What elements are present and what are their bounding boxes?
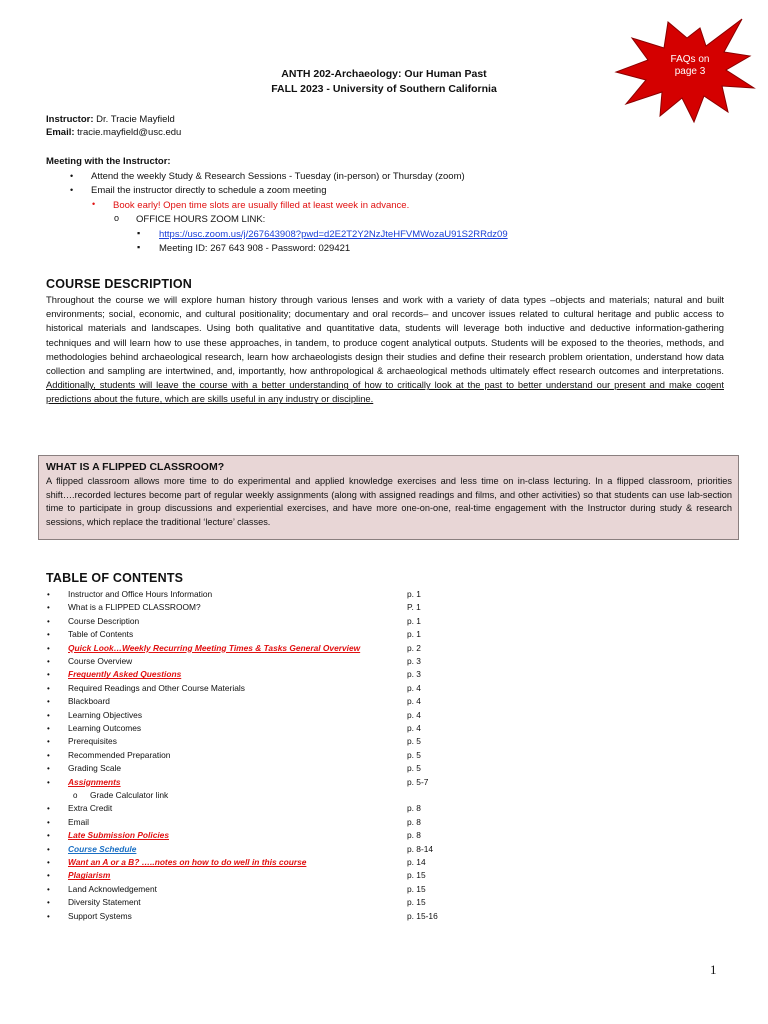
course-description-underlined: Additionally, students will leave the course with a better understanding of how to critically look at the past to better understand our present and make cogent predictions about the future, which are skills useful in any industry or discipline.: [46, 379, 724, 405]
bullet: •: [47, 630, 50, 640]
bullet: •: [47, 777, 50, 787]
badge-line-1: FAQs on: [670, 54, 710, 65]
email-label: Email:: [46, 127, 75, 138]
bullet-square: ▪: [137, 228, 141, 238]
term-line: FALL 2023 - University of Southern California: [271, 83, 497, 95]
bullet-circle: o: [114, 213, 120, 223]
toc-item-label[interactable]: Plagiarism: [68, 870, 111, 881]
bullet: •: [47, 616, 50, 626]
meeting-id: Meeting ID: 267 643 908 - Password: 029421: [159, 243, 351, 254]
toc-item-page: p. 5: [407, 749, 421, 760]
toc-item-label: What is a FLIPPED CLASSROOM?: [68, 602, 201, 613]
toc-item-label[interactable]: Late Submission Policies: [68, 830, 169, 841]
toc-item-page: p. 8-14: [407, 843, 434, 854]
toc-item-label: Instructor and Office Hours Information: [68, 589, 213, 599]
email-line: [46, 126, 181, 139]
toc-item-label: Land Acknowledgement: [68, 883, 157, 894]
toc-item-page: p. 15: [407, 897, 426, 908]
toc-item-label[interactable]: Quick Look…Weekly Recurring Meeting Times & Tasks General Overview: [68, 642, 361, 653]
toc-item-page: p. 4: [407, 709, 421, 720]
toc-item-label: Grading Scale: [68, 763, 122, 774]
bullet-circle: o: [73, 791, 78, 800]
bullet: •: [70, 171, 74, 181]
email-value[interactable]: tracie.mayfield@usc.edu: [77, 127, 182, 138]
toc-list: [0, 588, 768, 928]
toc-item-page: p. 15-16: [407, 910, 438, 921]
toc-item-page: p. 5: [407, 763, 421, 774]
toc-item-page: P. 1: [407, 602, 421, 613]
meeting-item-2: Email the instructor directly to schedule a zoom meeting: [91, 185, 327, 196]
toc-item-label: Email: [68, 816, 89, 827]
bullet: •: [47, 724, 50, 733]
toc-item-page: p. 5-7: [407, 776, 429, 787]
bullet: •: [47, 590, 50, 599]
bullet: •: [47, 911, 50, 921]
toc-item-page: p. 15: [407, 883, 426, 894]
bullet: •: [47, 831, 50, 841]
bullet: •: [47, 657, 50, 666]
flipped-body: A flipped classroom allows more time to do experimental and applied knowledge exercises and less time on in-class lecturing. In a flipped classroom, priorities shift….recorded lectures become part of regular weekly assignments (along with assigned readings and films, and other activities) so that students can use lab-section time to participate in group discussions and experiential exercises, and have more one-on-one, real-time engagement with the Instructor during study & research sessions, which replace the traditional ‘lecture’ classes.: [46, 476, 732, 527]
zoom-link[interactable]: https://usc.zoom.us/j/267643908?pwd=d2E2T2Y2NzJteHFVMWozaU91S2RRdz09: [159, 229, 508, 240]
meeting-item-4: OFFICE HOURS ZOOM LINK:: [136, 214, 266, 225]
course-description-heading: COURSE DESCRIPTION: [46, 277, 192, 291]
bullet: •: [47, 898, 50, 908]
instructor-label: Instructor:: [46, 114, 94, 125]
bullet: •: [47, 858, 50, 867]
course-description-body: [46, 293, 724, 407]
toc-item-page: p. 8: [407, 830, 421, 841]
flipped-classroom-box: [38, 455, 739, 540]
toc-item-label: Learning Objectives: [68, 709, 143, 720]
toc-item-label: Blackboard: [68, 696, 110, 707]
bullet: •: [70, 185, 74, 195]
faq-badge[interactable]: [612, 16, 762, 126]
toc-item-label: Table of Contents: [68, 629, 134, 640]
toc-item-label: Learning Outcomes: [68, 723, 142, 733]
bullet: •: [47, 710, 50, 720]
bullet: •: [47, 817, 50, 827]
toc-item-label[interactable]: Course Schedule: [68, 843, 137, 854]
toc-item-label: Course Overview: [68, 656, 133, 666]
bullet: •: [47, 697, 50, 707]
toc-item-page: p. 14: [407, 857, 426, 867]
bullet: •: [92, 199, 96, 209]
instructor-name: Dr. Tracie Mayfield: [96, 114, 175, 125]
toc-item-label[interactable]: Want an A or a B? …..notes on how to do well in this course: [68, 857, 307, 867]
bullet: •: [47, 603, 50, 613]
meeting-item-3: Book early! Open time slots are usually filled at least week in advance.: [113, 200, 410, 211]
bullet: •: [47, 884, 50, 894]
meeting-heading: Meeting with the Instructor:: [46, 156, 171, 167]
badge-line-2: page 3: [674, 66, 706, 77]
toc-item-label: Diversity Statement: [68, 897, 141, 908]
toc-item-label[interactable]: Assignments: [68, 776, 121, 787]
toc-heading: TABLE OF CONTENTS: [46, 571, 184, 585]
bullet: •: [47, 683, 50, 693]
toc-item-label: Grade Calculator link: [90, 790, 169, 800]
bullet: •: [47, 871, 50, 881]
toc-item-label: Prerequisites: [68, 736, 117, 747]
toc-item-page: p. 1: [407, 629, 421, 640]
toc-item-page: p. 1: [407, 589, 421, 599]
toc-item-page: p. 5: [407, 736, 421, 747]
bullet: •: [47, 750, 50, 760]
bullet: •: [47, 764, 50, 774]
toc-item-page: p. 3: [407, 656, 421, 666]
bullet-square: ▪: [137, 242, 141, 252]
bullet: •: [47, 643, 50, 653]
instructor-line: [46, 113, 175, 126]
toc-item-page: p. 15: [407, 870, 426, 881]
toc-item-label: Required Readings and Other Course Materials: [68, 682, 245, 693]
toc-item-page: p. 8: [407, 803, 421, 814]
toc-item-label: Recommended Preparation: [68, 749, 171, 760]
flipped-heading: WHAT IS A FLIPPED CLASSROOM?: [46, 461, 225, 473]
bullet: •: [47, 737, 50, 747]
toc-item-page: p. 1: [407, 615, 421, 626]
bullet: •: [47, 670, 50, 680]
toc-item-label: Extra Credit: [68, 803, 113, 814]
toc-item-label: Support Systems: [68, 910, 132, 921]
toc-item-page: p. 4: [407, 723, 421, 733]
toc-item-page: p. 4: [407, 696, 421, 707]
meeting-item-1: Attend the weekly Study & Research Sessions - Tuesday (in-person) or Thursday (zoom): [91, 171, 465, 182]
course-description-text: Throughout the course we will explore human history through various lenses and work with a variety of data types –objects and materials; natural and built environments; social, economic, and cultural positionality; documentary and oral records– and uncover issues related to cultural heritage and public access to historical materials and landscapes. Using both qualitative and quantitative data, students will leverage both inductive and deductive information-gathering techniques and will learn how to use these approaches, in tandem, to produce cogent analytical outputs. Students will be exposed to the theories, methods, and methodologies behind archaeological research, learn how archaeologists design their studies and define their research problem orientation, understand how data collection and sampling are intertwined, and, importantly, how anthropological & archaeological methods ultimately effect research outcomes and interpretations.: [46, 294, 724, 377]
course-title: ANTH 202-Archaeology: Our Human Past: [281, 68, 487, 80]
toc-item-page: p. 2: [407, 642, 421, 653]
toc-item-page: p. 8: [407, 816, 421, 827]
toc-item-label: Course Description: [68, 615, 140, 626]
bullet: •: [47, 844, 50, 854]
toc-item-label[interactable]: Frequently Asked Questions: [68, 669, 182, 680]
page-number: 1: [710, 962, 717, 977]
toc-item-page: p. 3: [407, 669, 421, 680]
toc-item-page: p. 4: [407, 682, 421, 693]
bullet: •: [47, 804, 50, 814]
